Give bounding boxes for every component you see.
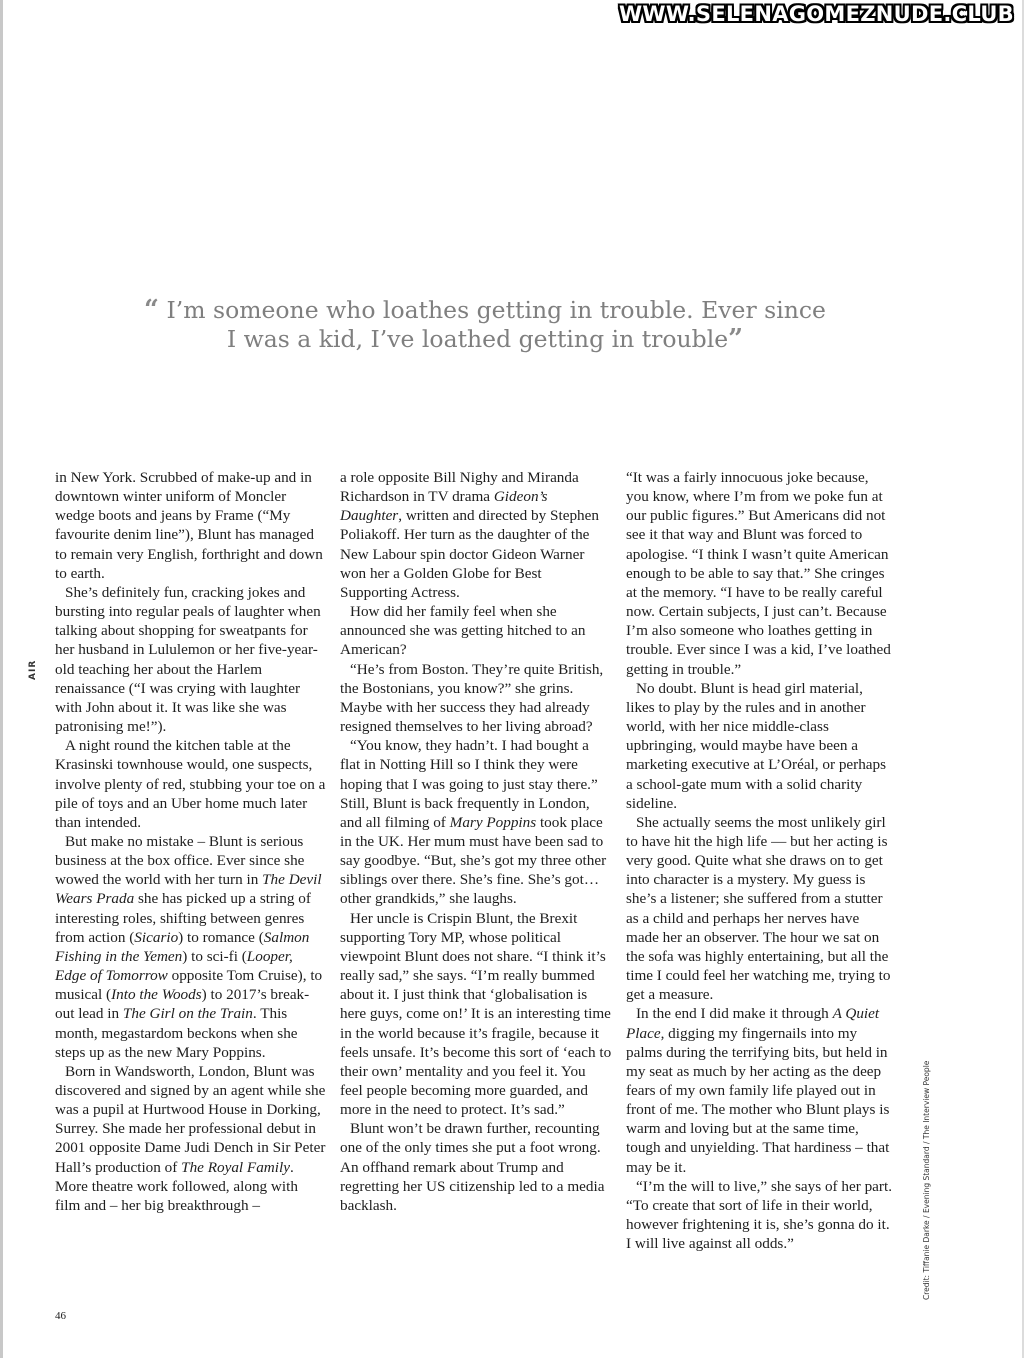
article-paragraph	[55, 583, 327, 736]
paragraph-text: took place in the UK. Her mum must have been sad to say goodbye. “But, she’s got my three other siblings over there. She’s fine. She’s got… other grandkids,” she laughs.	[340, 813, 607, 908]
italic-title: Salmon Fishing in the Yemen	[55, 928, 310, 965]
article-paragraph	[340, 468, 612, 602]
article-paragraph	[626, 679, 894, 813]
paragraph-text: , written and directed by Stephen Poliakoff. Her turn as the daughter of the New Labour spin doctor Gideon Warner won her a Golden Globe for Best Supporting Actress.	[340, 507, 599, 601]
paragraph-text: No doubt. Blunt is head girl material, likes to play by the rules and in another world, with her nice middle-class upbringing, would maybe have been a marketing executive at L’Oréal, or perhaps a school-gate mum with a solid charity sideline.	[626, 679, 887, 812]
paragraph-text: ) to romance (	[178, 928, 264, 946]
paragraph-text: , digging my fingernails into my palms during the terrifying bits, but held in my seat as much by her acting as the deep fears of my own family life played out in front of me. The mother who Blunt plays is warm and loving but at the same time, tough and unyielding. That hardiness – that may be it.	[626, 1024, 890, 1176]
watermark-text: WWW.SELENAGOMEZNUDE.CLUB	[618, 2, 1014, 26]
article-paragraph	[340, 909, 612, 1120]
photo-credit: Credit: Tiffanie Darke / Evening Standard / The Interview People	[922, 1060, 931, 1300]
page-left-edge	[0, 0, 3, 1358]
italic-title: Sicario	[134, 928, 179, 946]
article-column-1	[55, 468, 327, 1215]
paragraph-text: But make no mistake – Blunt is serious business at the box office. Ever since she wowed the world with her turn in	[55, 832, 305, 889]
paragraph-text: . More theatre work followed, along with film and – her big breakthrough –	[55, 1158, 298, 1214]
article-paragraph	[340, 736, 612, 908]
pull-quote	[140, 296, 830, 354]
pull-quote-text: I’m someone who loathes getting in trouble. Ever since I was a kid, I’ve loathed getting in trouble	[166, 296, 826, 353]
article-paragraph	[55, 468, 327, 583]
paragraph-text: opposite Tom Cruise), to musical (	[55, 967, 323, 1004]
paragraph-text: How did her family feel when she announced she was getting hitched to an American?	[340, 603, 586, 659]
italic-title: Into the Woods	[111, 986, 202, 1004]
article-paragraph	[626, 813, 894, 1005]
article-paragraph	[55, 1062, 327, 1215]
italic-title: Gideon’s Daughter	[340, 488, 548, 525]
open-quote-mark: “	[144, 295, 160, 325]
article-column-2	[340, 468, 612, 1215]
paragraph-text: ) to sci-fi (	[182, 947, 247, 965]
italic-title: A Quiet Place	[626, 1005, 880, 1042]
paragraph-text: She actually seems the most unlikely girl to have hit the high life — but her acting is very good. Quite what she draws on to get into character is a mystery. My guess is she’s a listener; she suffered from a stutter as a child and perhaps her nerves have made her an observer. The hour we sat on the sofa was highly entertaining, but all the time I could feel her watching me, trying to get a measure.	[626, 813, 891, 1004]
paragraph-text: Born in Wandsworth, London, Blunt was discovered and signed by an agent while she was a pupil at Hurtwood House in Dorking, Surrey. She made her professional debut in 2001 opposite Dame Judi Dench in Sir Peter Hall’s production of	[55, 1062, 326, 1176]
article-paragraph	[55, 832, 327, 1062]
italic-title: The Girl on the Train	[122, 1005, 253, 1023]
paragraph-text: ) to 2017’s break-out lead in	[55, 986, 310, 1023]
paragraph-text: “I’m the will to live,” she says of her part. “To create that sort of life in their world, however frightening it is, she’s gonna do it. I will live against all odds.”	[626, 1177, 892, 1253]
paragraph-text: “He’s from Boston. They’re quite British, the Bostonians, you know?” she grins. Maybe with her success they had already resigned themselves to her living abroad?	[340, 660, 604, 736]
article-paragraph	[340, 602, 612, 659]
paragraph-text: A night round the kitchen table at the Krasinski townhouse would, one suspects, involve plenty of red, stubbing your toe on a pile of toys and an Uber home much later than intended.	[55, 737, 326, 831]
article-paragraph	[626, 1004, 894, 1176]
article-paragraph	[340, 660, 612, 737]
italic-title: The Royal Family	[181, 1158, 290, 1176]
paragraph-text: . This month, megastardom beckons when she steps up as the new Mary Poppins.	[55, 1005, 298, 1061]
italic-title: Looper, Edge of Tomorrow	[55, 947, 293, 985]
page-number: 46	[55, 1310, 66, 1322]
paragraph-text: Blunt won’t be drawn further, recounting one of the only times she put a foot wrong. An offhand remark about Trump and regretting her US citizenship led to a media backlash.	[340, 1120, 605, 1214]
paragraph-text: “You know, they hadn’t. I had bought a flat in Notting Hill so I think they were hoping that I was going to just stay there.” Still, Blunt is back frequently in London, and all filming of	[340, 737, 598, 831]
paragraph-text: a role opposite Bill Nighy and Miranda Richardson in TV drama	[340, 469, 579, 506]
article-paragraph	[626, 1177, 894, 1254]
article-column-3	[626, 468, 894, 1253]
paragraph-text: “It was a fairly innocuous joke because, you know, where I’m from we poke fun at our public figures.” But Americans did not see it that way and Blunt was forced to apologise. “I think I wasn’t quite American enough to be able to say that.” She cringes at the memory. “I have to be really careful now. Certain subjects, I just can’t. Because I’m also someone who loathes getting in trouble. Ever since I was a kid, I’ve loathed getting in trouble.”	[626, 469, 891, 678]
article-paragraph	[340, 1119, 612, 1215]
close-quote-mark: ”	[728, 324, 744, 354]
section-tag: AIR	[28, 659, 38, 680]
article-paragraph	[626, 468, 894, 679]
paragraph-text: She’s definitely fun, cracking jokes and bursting into regular peals of laughter when talking about shopping for sweatpants for her husband in Lululemon or her five-year-old teaching her about the Harlem renaissance (“I was crying with laughter with John about it. It was like she was patronising me!”).	[55, 583, 321, 736]
italic-title: The Devil Wears Prada	[55, 871, 322, 908]
paragraph-text: she has picked up a string of interesting roles, shifting between genres from action (	[55, 890, 311, 946]
article-paragraph	[55, 736, 327, 832]
italic-title: Mary Poppins	[449, 813, 537, 831]
paragraph-text: in New York. Scrubbed of make-up and in downtown winter uniform of Moncler wedge boots and jeans by Frame (“My favourite denim line”), Blunt has managed to remain very English, forthright and down to earth.	[55, 469, 323, 582]
paragraph-text: In the end I did make it through	[636, 1005, 833, 1023]
paragraph-text: Her uncle is Crispin Blunt, the Brexit supporting Tory MP, whose political viewpoint Blunt does not share. “I think it’s really sad,” she says. “I’m really bummed about it. I just think that ‘globalisation is here guys, come on!’ It is an interesting time in the world because it’s fragile, because it feels unsafe. It’s become this sort of ‘each to their own’ mentality and you feel it. You feel people becoming more guarded, and more in the need to protect. It’s sad.”	[340, 909, 612, 1119]
